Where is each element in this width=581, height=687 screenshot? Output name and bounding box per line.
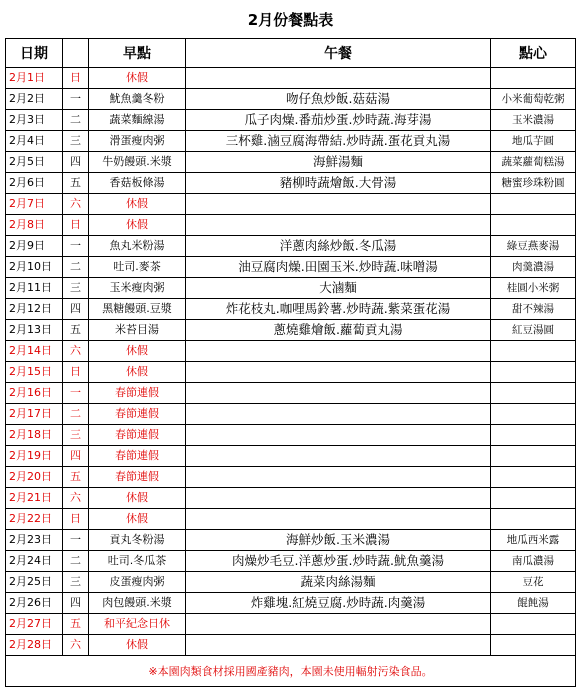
- table-row: [6, 173, 576, 194]
- cell-snack: [491, 194, 576, 215]
- cell-lunch: 蔬菜肉絲湯麵: [186, 572, 491, 593]
- cell-snack: 南瓜濃湯: [491, 551, 576, 572]
- cell-breakfast: 牛奶饅頭.米漿: [89, 152, 186, 173]
- cell-lunch: [186, 635, 491, 656]
- cell-breakfast: 玉米瘦肉粥: [89, 278, 186, 299]
- cell-lunch: 三杯雞.滷豆腐海帶結.炒時蔬.蛋花貢丸湯: [186, 131, 491, 152]
- cell-date: 2月14日: [6, 341, 63, 362]
- footnote: ※本園肉類食材採用國產豬肉，本園未使用輻射污染食品。: [6, 656, 576, 687]
- cell-lunch: [186, 446, 491, 467]
- table-row: [6, 257, 576, 278]
- cell-weekday: 日: [63, 509, 89, 530]
- cell-weekday: 三: [63, 572, 89, 593]
- cell-date: 2月12日: [6, 299, 63, 320]
- table-row: [6, 131, 576, 152]
- cell-date: 2月21日: [6, 488, 63, 509]
- cell-weekday: 五: [63, 173, 89, 194]
- cell-snack: 肉羹濃湯: [491, 257, 576, 278]
- cell-snack: 甜不辣湯: [491, 299, 576, 320]
- cell-snack: [491, 509, 576, 530]
- cell-weekday: 三: [63, 131, 89, 152]
- cell-breakfast: 休假: [89, 341, 186, 362]
- cell-breakfast: 休假: [89, 194, 186, 215]
- cell-lunch: 瓜子肉燥.番茄炒蛋.炒時蔬.海芽湯: [186, 110, 491, 131]
- cell-snack: [491, 341, 576, 362]
- cell-date: 2月17日: [6, 404, 63, 425]
- header-row: [6, 39, 576, 68]
- cell-snack: 桂圓小米粥: [491, 278, 576, 299]
- cell-snack: [491, 383, 576, 404]
- cell-lunch: [186, 614, 491, 635]
- cell-date: 2月16日: [6, 383, 63, 404]
- cell-date: 2月7日: [6, 194, 63, 215]
- cell-weekday: 六: [63, 341, 89, 362]
- cell-weekday: 日: [63, 362, 89, 383]
- cell-breakfast: 休假: [89, 635, 186, 656]
- table-row: [6, 383, 576, 404]
- cell-date: 2月13日: [6, 320, 63, 341]
- cell-lunch: [186, 509, 491, 530]
- table-row: [6, 467, 576, 488]
- cell-weekday: 一: [63, 383, 89, 404]
- table-row: [6, 446, 576, 467]
- cell-date: 2月2日: [6, 89, 63, 110]
- cell-date: 2月26日: [6, 593, 63, 614]
- cell-snack: [491, 446, 576, 467]
- cell-date: 2月20日: [6, 467, 63, 488]
- table-row: [6, 89, 576, 110]
- cell-lunch: [186, 488, 491, 509]
- header-breakfast: 早點: [89, 39, 186, 68]
- cell-breakfast: 魚丸米粉湯: [89, 236, 186, 257]
- cell-weekday: 六: [63, 194, 89, 215]
- cell-snack: 綠豆燕麥湯: [491, 236, 576, 257]
- cell-weekday: 五: [63, 614, 89, 635]
- cell-date: 2月15日: [6, 362, 63, 383]
- cell-weekday: 四: [63, 299, 89, 320]
- cell-date: 2月24日: [6, 551, 63, 572]
- cell-date: 2月10日: [6, 257, 63, 278]
- cell-weekday: 六: [63, 488, 89, 509]
- cell-snack: 紅豆湯圓: [491, 320, 576, 341]
- cell-weekday: 四: [63, 152, 89, 173]
- table-row: [6, 614, 576, 635]
- cell-date: 2月6日: [6, 173, 63, 194]
- table-row: [6, 215, 576, 236]
- cell-date: 2月1日: [6, 68, 63, 89]
- table-row: [6, 572, 576, 593]
- cell-weekday: 日: [63, 68, 89, 89]
- cell-date: 2月28日: [6, 635, 63, 656]
- cell-breakfast: 米苔目湯: [89, 320, 186, 341]
- cell-breakfast: 休假: [89, 509, 186, 530]
- cell-date: 2月5日: [6, 152, 63, 173]
- cell-snack: [491, 467, 576, 488]
- header-snack: 點心: [491, 39, 576, 68]
- cell-date: 2月11日: [6, 278, 63, 299]
- cell-lunch: 豬柳時蔬燴飯.大骨湯: [186, 173, 491, 194]
- cell-date: 2月23日: [6, 530, 63, 551]
- cell-lunch: [186, 68, 491, 89]
- cell-lunch: [186, 383, 491, 404]
- cell-lunch: [186, 467, 491, 488]
- cell-breakfast: 休假: [89, 215, 186, 236]
- cell-lunch: 蔥燒雞燴飯.蘿蔔貢丸湯: [186, 320, 491, 341]
- cell-snack: [491, 635, 576, 656]
- cell-weekday: 四: [63, 593, 89, 614]
- meal-table: [5, 38, 576, 687]
- cell-snack: 地瓜西米露: [491, 530, 576, 551]
- cell-weekday: 二: [63, 551, 89, 572]
- cell-date: 2月27日: [6, 614, 63, 635]
- cell-weekday: 六: [63, 635, 89, 656]
- cell-breakfast: 和平紀念日休: [89, 614, 186, 635]
- cell-snack: [491, 488, 576, 509]
- cell-lunch: 大滷麵: [186, 278, 491, 299]
- table-row: [6, 299, 576, 320]
- table-row: [6, 425, 576, 446]
- cell-breakfast: 貢丸冬粉湯: [89, 530, 186, 551]
- cell-lunch: 海鮮湯麵: [186, 152, 491, 173]
- table-row: [6, 110, 576, 131]
- table-row: [6, 341, 576, 362]
- header-weekday: [63, 39, 89, 68]
- cell-snack: 豆花: [491, 572, 576, 593]
- cell-snack: 地瓜芋圓: [491, 131, 576, 152]
- cell-breakfast: 皮蛋瘦肉粥: [89, 572, 186, 593]
- cell-breakfast: 休假: [89, 362, 186, 383]
- cell-date: 2月18日: [6, 425, 63, 446]
- cell-lunch: [186, 404, 491, 425]
- cell-breakfast: 蔬菜麵線湯: [89, 110, 186, 131]
- table-row: [6, 635, 576, 656]
- cell-breakfast: 春節連假: [89, 467, 186, 488]
- cell-breakfast: 春節連假: [89, 446, 186, 467]
- table-row: [6, 509, 576, 530]
- cell-snack: [491, 425, 576, 446]
- header-date: 日期: [6, 39, 63, 68]
- cell-weekday: 一: [63, 89, 89, 110]
- cell-snack: 糖蜜珍珠粉圓: [491, 173, 576, 194]
- footnote-row: [6, 656, 576, 687]
- cell-breakfast: 休假: [89, 488, 186, 509]
- cell-lunch: [186, 194, 491, 215]
- cell-date: 2月25日: [6, 572, 63, 593]
- cell-weekday: 二: [63, 404, 89, 425]
- cell-snack: [491, 404, 576, 425]
- table-row: [6, 236, 576, 257]
- cell-breakfast: 香菇板條湯: [89, 173, 186, 194]
- cell-lunch: 肉燥炒毛豆.洋蔥炒蛋.炒時蔬.魷魚羹湯: [186, 551, 491, 572]
- cell-breakfast: 春節連假: [89, 404, 186, 425]
- cell-weekday: 日: [63, 215, 89, 236]
- cell-weekday: 二: [63, 257, 89, 278]
- cell-snack: [491, 68, 576, 89]
- table-row: [6, 194, 576, 215]
- cell-lunch: [186, 362, 491, 383]
- cell-weekday: 一: [63, 530, 89, 551]
- cell-weekday: 二: [63, 110, 89, 131]
- cell-snack: 玉米濃湯: [491, 110, 576, 131]
- cell-breakfast: 滑蛋瘦肉粥: [89, 131, 186, 152]
- cell-weekday: 五: [63, 320, 89, 341]
- cell-date: 2月19日: [6, 446, 63, 467]
- cell-weekday: 三: [63, 278, 89, 299]
- cell-date: 2月3日: [6, 110, 63, 131]
- cell-snack: [491, 362, 576, 383]
- table-row: [6, 551, 576, 572]
- cell-breakfast: 春節連假: [89, 383, 186, 404]
- cell-lunch: 洋蔥肉絲炒飯.冬瓜湯: [186, 236, 491, 257]
- page-title: 2月份餐點表: [247, 11, 334, 29]
- cell-weekday: 一: [63, 236, 89, 257]
- table-row: [6, 404, 576, 425]
- table-row: [6, 68, 576, 89]
- table-row: [6, 320, 576, 341]
- table-row: [6, 278, 576, 299]
- cell-breakfast: 吐司.麥茶: [89, 257, 186, 278]
- cell-date: 2月22日: [6, 509, 63, 530]
- cell-lunch: [186, 215, 491, 236]
- table-row: [6, 362, 576, 383]
- cell-snack: [491, 215, 576, 236]
- cell-lunch: [186, 341, 491, 362]
- cell-date: 2月9日: [6, 236, 63, 257]
- cell-date: 2月8日: [6, 215, 63, 236]
- cell-snack: 小米葡萄乾粥: [491, 89, 576, 110]
- cell-lunch: 油豆腐肉燥.田園玉米.炒時蔬.味噌湯: [186, 257, 491, 278]
- table-row: [6, 593, 576, 614]
- cell-breakfast: 吐司.冬瓜茶: [89, 551, 186, 572]
- cell-weekday: 三: [63, 425, 89, 446]
- cell-snack: [491, 614, 576, 635]
- cell-breakfast: 肉包饅頭.米漿: [89, 593, 186, 614]
- cell-lunch: 吻仔魚炒飯.菇菇湯: [186, 89, 491, 110]
- cell-breakfast: 魷魚羹冬粉: [89, 89, 186, 110]
- cell-date: 2月4日: [6, 131, 63, 152]
- cell-weekday: 四: [63, 446, 89, 467]
- header-lunch: 午餐: [186, 39, 491, 68]
- cell-lunch: 炸花枝丸.咖哩馬鈴薯.炒時蔬.紫菜蛋花湯: [186, 299, 491, 320]
- cell-lunch: 海鮮炒飯.玉米濃湯: [186, 530, 491, 551]
- cell-lunch: [186, 425, 491, 446]
- cell-snack: 蔬菜蘿蔔糕湯: [491, 152, 576, 173]
- table-row: [6, 530, 576, 551]
- cell-breakfast: 黑糖饅頭.豆漿: [89, 299, 186, 320]
- cell-weekday: 五: [63, 467, 89, 488]
- table-row: [6, 488, 576, 509]
- cell-breakfast: 春節連假: [89, 425, 186, 446]
- table-row: [6, 152, 576, 173]
- cell-lunch: 炸雞塊.紅燒豆腐.炒時蔬.肉羹湯: [186, 593, 491, 614]
- cell-breakfast: 休假: [89, 68, 186, 89]
- cell-snack: 餛飩湯: [491, 593, 576, 614]
